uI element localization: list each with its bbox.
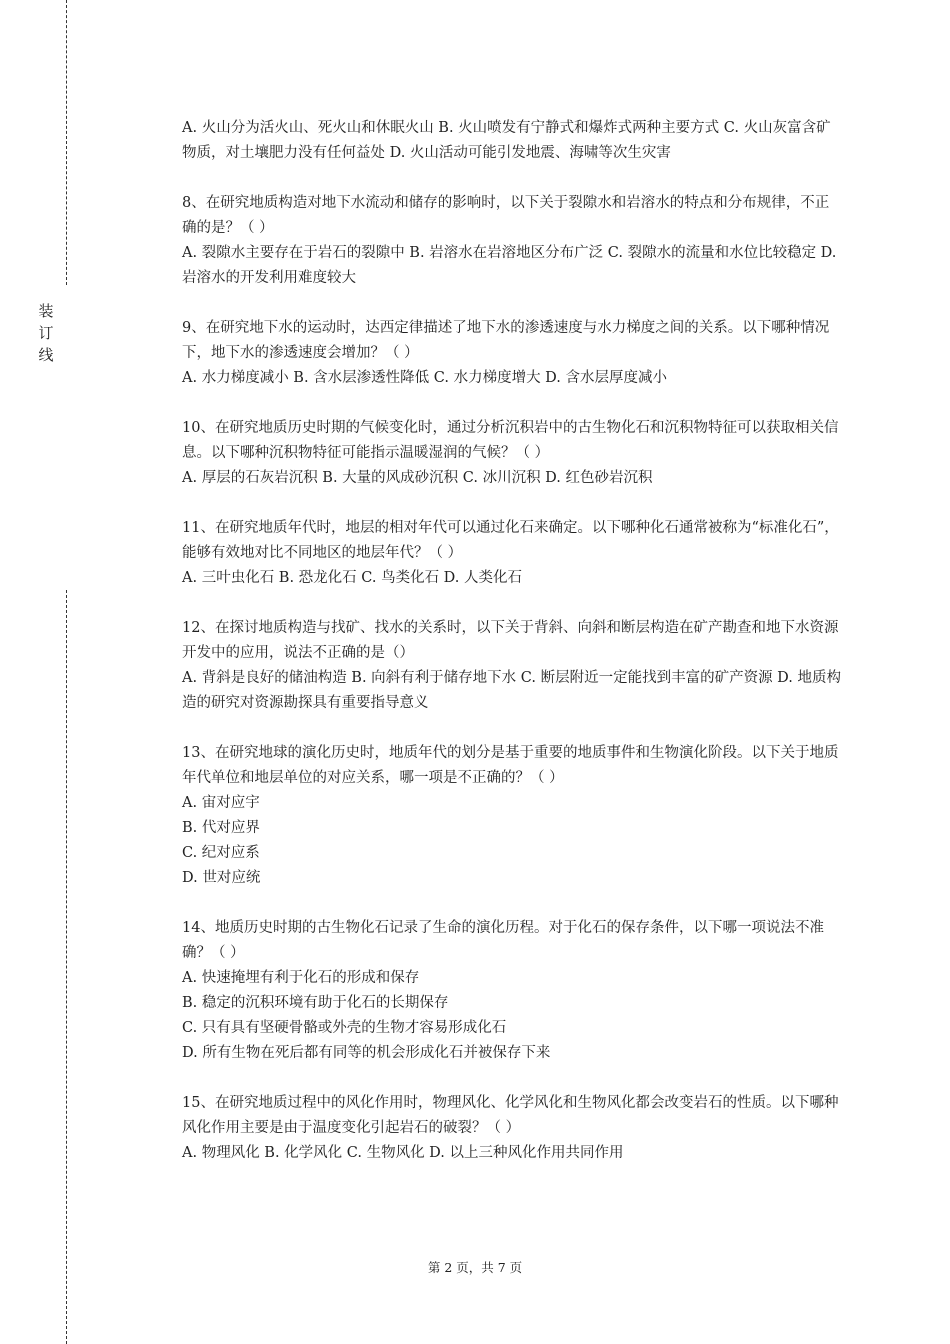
question-block (182, 616, 842, 716)
question-block (182, 916, 842, 1066)
question-stem: 10、在研究地质历史时期的气候变化时，通过分析沉积岩中的古生物化石和沉积物特征可以获取相关信息。以下哪种沉积物特征可能指示温暖湿润的气候？（ ） (182, 420, 839, 461)
question-option: A. 三叶虫化石 B. 恐龙化石 C. 鸟类化石 D. 人类化石 (182, 570, 523, 586)
binding-dashed-line-bottom (66, 590, 67, 1344)
binding-label-char: 装 (38, 302, 54, 320)
question-option: B. 代对应界 (182, 820, 260, 836)
question-option: C. 只有具有坚硬骨骼或外壳的生物才容易形成化石 (182, 1020, 507, 1036)
question-block (182, 416, 842, 491)
question-option: A. 宙对应宇 (182, 795, 260, 811)
question-option: A. 火山分为活火山、死火山和休眠火山 B. 火山喷发有宁静式和爆炸式两种主要方式 C. 火山灰富含矿物质，对土壤肥力没有任何益处 D. 火山活动可能引发地震、海啸等次生灾害 (182, 120, 831, 161)
question-option: A. 厚层的石灰岩沉积 B. 大量的风成砂沉积 C. 冰川沉积 D. 红色砂岩沉积 (182, 470, 653, 486)
binding-label-char: 线 (38, 346, 54, 364)
binding-dashed-line-top (66, 0, 67, 285)
question-stem: 9、在研究地下水的运动时，达西定律描述了地下水的渗透速度与水力梯度之间的关系。以下哪种情况下，地下水的渗透速度会增加？（ ） (182, 320, 830, 361)
question-option: A. 物理风化 B. 化学风化 C. 生物风化 D. 以上三种风化作用共同作用 (182, 1145, 624, 1161)
question-stem: 12、在探讨地质构造与找矿、找水的关系时，以下关于背斜、向斜和断层构造在矿产勘查和地下水资源开发中的应用，说法不正确的是（） (182, 620, 839, 661)
question-block (182, 741, 842, 891)
question-list (182, 116, 842, 1191)
question-block (182, 1091, 842, 1166)
question-stem: 13、在研究地球的演化历史时，地质年代的划分是基于重要的地质事件和生物演化阶段。以下关于地质年代单位和地层单位的对应关系，哪一项是不正确的？（ ） (182, 745, 839, 786)
question-block (182, 316, 842, 391)
question-block (182, 191, 842, 291)
question-option: C. 纪对应系 (182, 845, 260, 861)
question-option: D. 世对应统 (182, 870, 261, 886)
binding-label (34, 300, 58, 366)
question-option: A. 裂隙水主要存在于岩石的裂隙中 B. 岩溶水在岩溶地区分布广泛 C. 裂隙水的流量和水位比较稳定 D. 岩溶水的开发利用难度较大 (182, 245, 837, 286)
question-stem: 11、在研究地质年代时，地层的相对年代可以通过化石来确定。以下哪种化石通常被称为“标准化石”，能够有效地对比不同地区的地层年代？（ ） (182, 520, 839, 561)
binding-label-char: 订 (38, 324, 54, 342)
question-option: A. 快速掩埋有利于化石的形成和保存 (182, 970, 420, 986)
question-stem: 14、地质历史时期的古生物化石记录了生命的演化历程。对于化石的保存条件，以下哪一项说法不准确？（ ） (182, 920, 824, 961)
question-option: A. 背斜是良好的储油构造 B. 向斜有利于储存地下水 C. 断层附近一定能找到丰富的矿产资源 D. 地质构造的研究对资源勘探具有重要指导意义 (182, 670, 842, 711)
question-block (182, 516, 842, 591)
question-block (182, 116, 842, 166)
question-option: B. 稳定的沉积环境有助于化石的长期保存 (182, 995, 449, 1011)
question-option: D. 所有生物在死后都有同等的机会形成化石并被保存下来 (182, 1045, 551, 1061)
question-option: A. 水力梯度减小 B. 含水层渗透性降低 C. 水力梯度增大 D. 含水层厚度减小 (182, 370, 668, 386)
question-stem: 15、在研究地质过程中的风化作用时，物理风化、化学风化和生物风化都会改变岩石的性质。以下哪种风化作用主要是由于温度变化引起岩石的破裂？（ ） (182, 1095, 839, 1136)
question-stem: 8、在研究地质构造对地下水流动和储存的影响时，以下关于裂隙水和岩溶水的特点和分布规律，不正确的是？（ ） (182, 195, 830, 236)
page-footer: 第 2 页，共 7 页 (427, 1260, 523, 1275)
